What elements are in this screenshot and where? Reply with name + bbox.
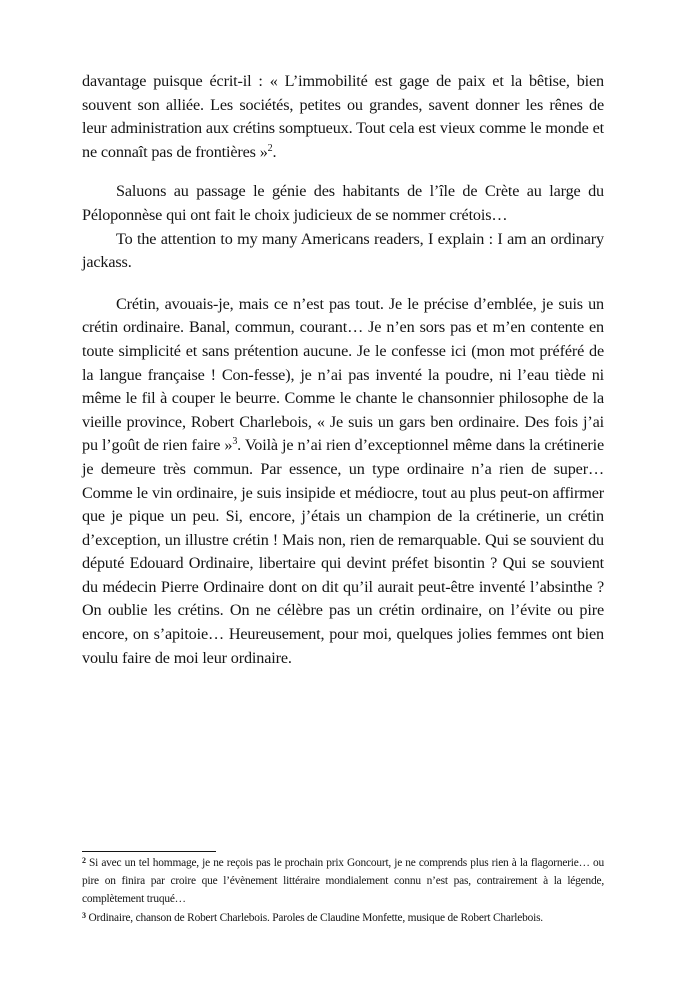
footnote-2: $^2$ Si avec un tel hommage, je ne reçois pas le prochain prix Goncourt, je ne comprends plus rien à la flagornerie… ou pire on finira par croire que l’évènement littéraire mondialement connu n’est pas, contrairement à la légende, complètement truqué…	[82, 856, 604, 906]
footnote-number: 3	[82, 910, 86, 920]
paragraph-2: Saluons au passage le génie des habitants de l’île de Crète au large du Péloponnèse qui ont fait le choix judicieux de se nommer crétois…	[82, 182, 604, 224]
footnote-number: 2	[82, 856, 86, 865]
footnote-ref-2[interactable]: 2	[267, 142, 273, 154]
footnote-ref-3[interactable]: 3	[232, 436, 238, 448]
footnote-separator	[82, 851, 216, 852]
paragraph-1: davantage puisque écrit-il : « L’immobilité est gage de paix et la bêtise, bien souvent son alliée. Les sociétés, petites ou grandes, savent donner les rênes de leur administration aux crétins somptueux. Tout cela est vieux comme le monde et ne connaît pas de frontières »$^2$.	[82, 72, 604, 161]
footnotes	[82, 854, 604, 927]
footnote-3: $^3$ Ordinaire, chanson de Robert Charlebois. Paroles de Claudine Monfette, musique de Robert Charlebois.	[82, 910, 543, 924]
paragraph-3: To the attention to my many Americans readers, I explain : I am an ordinary jackass.	[82, 229, 604, 272]
paragraph-4: Crétin, avouais-je, mais ce n’est pas tout. Je le précise d’emblée, je suis un crétin ordinaire. Banal, commun, courant… Je n’en sors pas et m’en contente en toute simplicité et sans prétention aucune. Je le confesse ici (mon mot préféré de la langue française ! Con-fesse), je n’ai pas inventé la poudre, ni l’eau tiède ni même le fil à couper le beurre. Comme le chante le chansonnier philosophe de la vieille province, Robert Charlebois, « Je suis un gars ben ordinaire. Des fois j’ai pu l’goût de rien faire »$^3$. Voilà je n’ai rien d’exceptionnel même dans la crétinerie je demeure très commun. Par essence, un type ordinaire n’a rien de super… Comme le vin ordinaire, je suis insipide et médiocre, tout au plus peut-on affirmer que je pique un peu. Si, encore, j’étais un champion de la crétinerie, un crétin d’exception, un illustre crétin ! Mais non, rien de remarquable. Qui se souvient du député Edouard Ordinaire, libertaire qui devint préfet bisontin ? Qui se souvient du médecin Pierre Ordinaire dont on dit qu’il aurait peut-être inventé l’absinthe ? On oublie les crétins. On ne célèbre pas un crétin ordinaire, on l’évite ou pire encore, on s’apitoie… Heureusement, pour moi, quelques jolies femmes ont bien voulu faire de moi leur ordinaire.	[82, 294, 604, 667]
body-text	[82, 70, 604, 670]
